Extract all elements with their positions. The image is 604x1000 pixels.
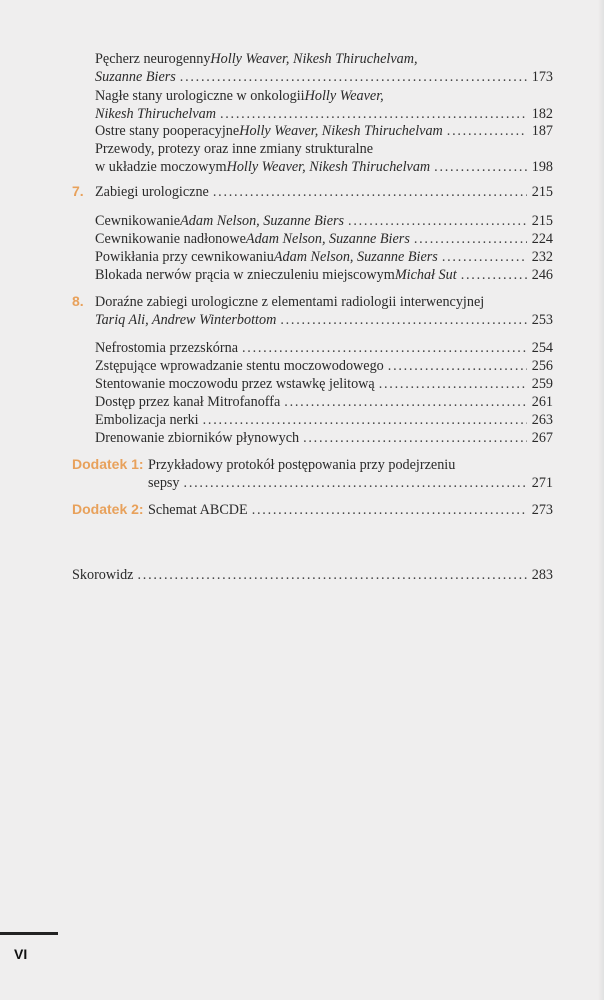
page-number: 267: [531, 430, 553, 446]
page-number: 224: [531, 231, 553, 247]
chapter-number: 8.: [72, 293, 84, 309]
appendix-label: Dodatek 1:: [72, 456, 144, 472]
entry-title: Nefrostomia przezskórna: [95, 340, 238, 356]
leader-dots: [184, 474, 527, 492]
appendix-entry[interactable]: [148, 456, 553, 492]
toc-entry[interactable]: [95, 411, 553, 429]
leader-dots: [242, 339, 527, 357]
entry-authors: Adam Nelson, Suzanne Biers: [273, 249, 438, 265]
chapter-heading[interactable]: [95, 183, 553, 201]
page-number: 254: [531, 340, 553, 356]
toc-entry[interactable]: [95, 122, 553, 140]
toc-entry[interactable]: [95, 230, 553, 248]
entry-authors: Holly Weaver, Nikesh Thiruchelvam: [239, 123, 443, 139]
index-entry[interactable]: [72, 566, 553, 584]
page-number: 283: [531, 567, 553, 583]
page-number: 187: [531, 123, 553, 139]
entry-authors: Holly Weaver,: [304, 88, 384, 104]
entry-authors: Holly Weaver, Nikesh Thiruchelvam,: [210, 51, 418, 67]
entry-authors: Adam Nelson, Suzanne Biers: [245, 231, 410, 247]
entry-authors: Adam Nelson, Suzanne Biers: [180, 213, 345, 229]
footer-page-number: VI: [14, 946, 28, 962]
page-edge-shadow: [598, 0, 604, 1000]
page-number: 246: [531, 267, 553, 283]
leader-dots: [220, 105, 527, 123]
toc-entry[interactable]: [95, 248, 553, 266]
entry-authors: Suzanne Biers: [95, 69, 176, 85]
leader-dots: [379, 375, 527, 393]
entry-authors: Holly Weaver, Nikesh Thiruchelvam: [226, 159, 431, 175]
leader-dots: [213, 183, 527, 201]
appendix-label: Dodatek 2:: [72, 501, 144, 517]
page-number: 232: [531, 249, 553, 265]
leader-dots: [461, 266, 527, 284]
page-number: 256: [531, 358, 553, 374]
leader-dots: [348, 212, 527, 230]
leader-dots: [447, 122, 527, 140]
leader-dots: [284, 393, 527, 411]
page-number: 261: [531, 394, 553, 410]
toc-entry[interactable]: [95, 429, 553, 447]
toc-entry[interactable]: [95, 393, 553, 411]
page-number: 259: [531, 376, 553, 392]
entry-title: Cewnikowanie: [95, 213, 181, 229]
leader-dots: [442, 248, 527, 266]
entry-authors: Michał Sut: [394, 267, 457, 283]
leader-dots: [414, 230, 527, 248]
chapter-heading[interactable]: [95, 293, 553, 329]
appendix-title: Przykładowy protokół postępowania przy podejrzeniu: [148, 457, 456, 473]
page-number: 215: [531, 213, 553, 229]
chapter-title: Zabiegi urologiczne: [95, 184, 209, 200]
appendix-title: sepsy: [148, 475, 180, 491]
toc-entry[interactable]: [95, 87, 553, 123]
entry-title: Drenowanie zbiorników płynowych: [95, 430, 300, 446]
entry-title: Przewody, protezy oraz inne zmiany strukturalne: [95, 141, 373, 157]
toc-entry[interactable]: [95, 140, 553, 176]
toc-entry[interactable]: [95, 375, 553, 393]
toc-entry[interactable]: [95, 50, 553, 86]
toc-entry[interactable]: [95, 357, 553, 375]
page-number: 198: [531, 159, 553, 175]
entry-title: Powikłania przy cewnikowaniu: [95, 249, 274, 265]
leader-dots: [388, 357, 527, 375]
page-number: 253: [531, 312, 553, 328]
chapter-authors: Tariq Ali, Andrew Winterbottom: [95, 312, 277, 328]
toc-entry[interactable]: [95, 212, 553, 230]
entry-title: Dostęp przez kanał Mitrofanoffa: [95, 394, 281, 410]
appendix-entry[interactable]: [148, 501, 553, 519]
leader-dots: [137, 566, 527, 584]
leader-dots: [303, 429, 527, 447]
entry-title: Pęcherz neurogenny: [95, 51, 211, 67]
entry-title: Cewnikowanie nadłonowe: [95, 231, 246, 247]
entry-title: Nagłe stany urologiczne w onkologii: [95, 88, 305, 104]
chapter-number: 7.: [72, 183, 84, 199]
entry-title: Blokada nerwów prącia w znieczuleniu miejscowym: [95, 267, 395, 283]
page-number: 173: [531, 69, 553, 85]
leader-dots: [180, 68, 527, 86]
entry-title: Embolizacja nerki: [95, 412, 199, 428]
page-number: 182: [531, 106, 553, 122]
appendix-title: Schemat ABCDE: [148, 502, 248, 518]
toc-entry[interactable]: [95, 266, 553, 284]
page-number: 271: [531, 475, 553, 491]
leader-dots: [280, 311, 527, 329]
entry-title: Stentowanie moczowodu przez wstawkę jelitową: [95, 376, 375, 392]
entry-title: w układzie moczowym: [95, 159, 227, 175]
leader-dots: [252, 501, 527, 519]
page-number: 273: [531, 502, 553, 518]
page-number: 215: [531, 184, 553, 200]
toc-entry[interactable]: [95, 339, 553, 357]
page-number: 263: [531, 412, 553, 428]
entry-authors: Nikesh Thiruchelvam: [95, 106, 216, 122]
entry-title: Ostre stany pooperacyjne: [95, 123, 240, 139]
entry-title: Zstępujące wprowadzanie stentu moczowodowego: [95, 358, 384, 374]
index-title: Skorowidz: [72, 567, 134, 583]
leader-dots: [203, 411, 527, 429]
leader-dots: [434, 158, 527, 176]
chapter-title: Doraźne zabiegi urologiczne z elementami radiologii interwencyjnej: [95, 294, 485, 310]
footer-rule: [0, 932, 58, 935]
